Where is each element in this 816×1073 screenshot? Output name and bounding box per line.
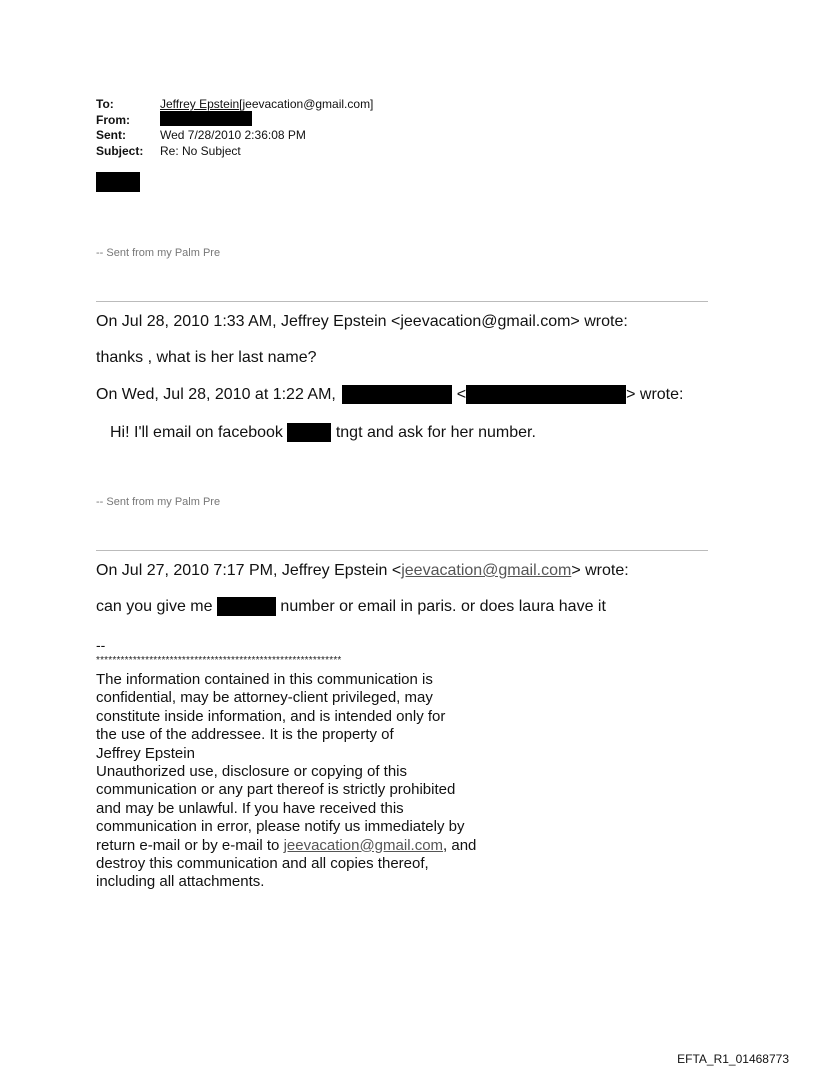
quoted-header-start: On Wed, Jul 28, 2010 at 1:22 AM, bbox=[96, 386, 336, 403]
quoted-header bbox=[96, 561, 629, 581]
subject-label: Subject: bbox=[96, 144, 144, 158]
disclaimer-line: the use of the addressee. It is the property of bbox=[96, 726, 394, 744]
from-redaction bbox=[160, 111, 252, 126]
disclaimer-line: Jeffrey Epstein bbox=[96, 744, 195, 762]
quoted-header-end: > wrote: bbox=[571, 562, 629, 579]
disclaimer-line: including all attachments. bbox=[96, 873, 265, 891]
sent-value: Wed 7/28/2010 2:36:08 PM bbox=[160, 128, 306, 142]
sender-email-redaction bbox=[466, 385, 626, 404]
document-id: EFTA_R1_01468773 bbox=[677, 1052, 789, 1066]
to-value bbox=[160, 96, 373, 112]
quoted-message: thanks , what is her last name? bbox=[96, 349, 317, 366]
quoted-header bbox=[96, 385, 683, 405]
divider bbox=[96, 301, 708, 302]
disclaimer-line: destroy this communication and all copies thereof, bbox=[96, 855, 429, 873]
disclaimer-line-start: return e-mail or by e-mail to bbox=[96, 836, 284, 854]
disclaimer-line: Unauthorized use, disclosure or copying of this bbox=[96, 763, 408, 781]
from-label: From: bbox=[96, 113, 130, 127]
quoted-message bbox=[96, 597, 606, 617]
to-address: [jeevacation@gmail.com] bbox=[239, 97, 374, 111]
email-link[interactable]: jeevacation@gmail.com bbox=[401, 562, 572, 579]
body-redaction bbox=[96, 172, 140, 192]
signature-dashes: -- bbox=[96, 637, 106, 653]
quoted-header-end: > wrote: bbox=[626, 386, 684, 403]
disclaimer-line-end: , and bbox=[443, 836, 477, 854]
signature-sent-from: -- Sent from my Palm Pre bbox=[96, 247, 221, 259]
to-name: Jeffrey Epstein bbox=[160, 97, 240, 111]
quoted-message-start: Hi! I'll email on facebook bbox=[110, 424, 283, 441]
quoted-header-lt: < bbox=[456, 386, 467, 403]
signature-sent-from: -- Sent from my Palm Pre bbox=[96, 496, 221, 508]
disclaimer-line: communication or any part thereof is strictly prohibited bbox=[96, 781, 456, 799]
disclaimer-line: communication in error, please notify us immediately by bbox=[96, 818, 465, 836]
divider bbox=[96, 550, 708, 551]
quoted-message-end: tngt and ask for her number. bbox=[335, 424, 536, 441]
subject-value: Re: No Subject bbox=[160, 144, 241, 158]
quoted-header: On Jul 28, 2010 1:33 AM, Jeffrey Epstein <jeevacation@gmail.com> wrote: bbox=[96, 313, 628, 330]
quoted-message-start: can you give me bbox=[96, 598, 213, 615]
disclaimer-line bbox=[96, 837, 536, 855]
quoted-message bbox=[110, 423, 536, 443]
disclaimer-line: and may be unlawful. If you have received this bbox=[96, 799, 404, 817]
disclaimer-line: confidential, may be attorney-client privileged, may bbox=[96, 689, 433, 707]
quoted-message-end: number or email in paris. or does laura have it bbox=[280, 598, 606, 615]
signature-stars: ************************************************************ bbox=[96, 655, 342, 666]
disclaimer-line: The information contained in this communication is bbox=[96, 671, 433, 688]
disclaimer-line: constitute inside information, and is intended only for bbox=[96, 707, 446, 725]
quoted-header-start: On Jul 27, 2010 7:17 PM, Jeffrey Epstein < bbox=[96, 562, 402, 579]
sent-label: Sent: bbox=[96, 128, 126, 142]
name-redaction bbox=[217, 597, 276, 616]
to-label: To: bbox=[96, 97, 114, 111]
sender-name-redaction bbox=[342, 385, 452, 404]
confidentiality-disclaimer bbox=[96, 671, 536, 892]
name-redaction bbox=[287, 423, 331, 442]
email-link[interactable]: jeevacation@gmail.com bbox=[283, 836, 444, 854]
